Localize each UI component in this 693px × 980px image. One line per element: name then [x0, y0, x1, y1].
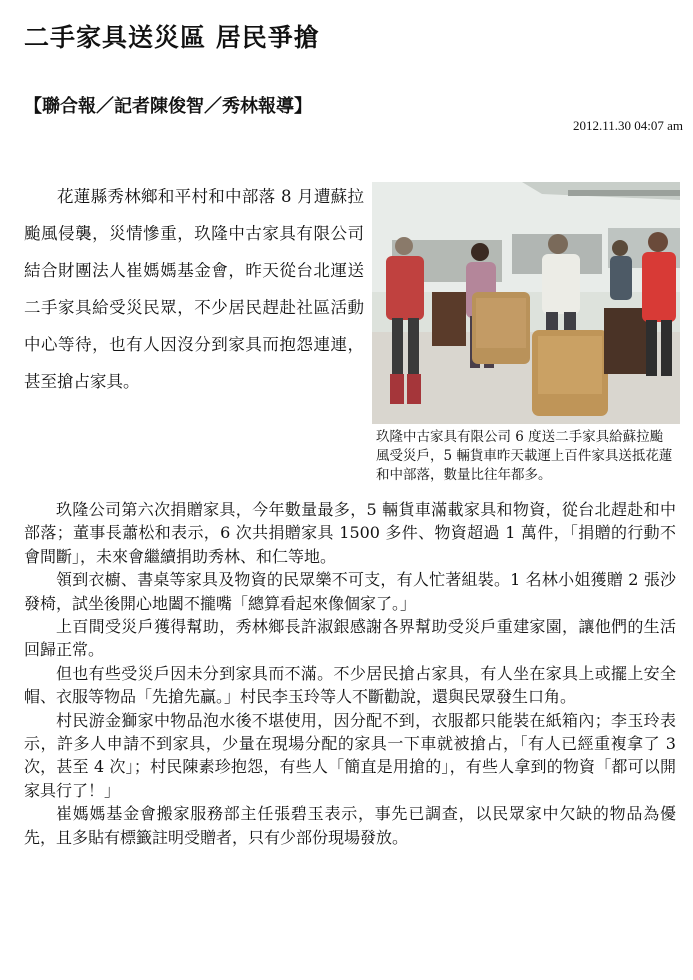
body-paragraph: 領到衣櫥、書桌等家具及物資的民眾樂不可支，有人忙著組裝。1 名林小姐獲贈 2 張沙發椅，試坐後開心地闔不攏嘴「總算看起來像個家了。」 [24, 570, 676, 613]
headline: 二手家具送災區 居民爭搶 [24, 23, 320, 52]
photo-caption: 玖隆中古家具有限公司 6 度送二手家具給蘇拉颱風受災戶，5 輛貨車昨天載運上百件家具送抵花蓮和中部落，數量比往年都多。 [376, 429, 673, 483]
news-photo [372, 182, 680, 424]
article-body [24, 498, 676, 849]
body-paragraph: 崔媽媽基金會搬家服務部主任張碧玉表示，事先已調查，以民眾家中欠缺的物品為優先，且多貼有標籤註明受贈者，只有少部份現場發放。 [24, 804, 676, 847]
body-paragraph: 玖隆公司第六次捐贈家具，今年數量最多，5 輛貨車滿載家具和物資，從台北趕赴和中部落；董事長蕭松和表示，6 次共捐贈家具 1500 多件、物資超過 1 萬件，「捐贈的行動不會間斷」，未來會繼續捐助秀林、和仁等地。 [24, 500, 676, 566]
body-paragraph: 上百間受災戶獲得幫助，秀林鄉長許淑銀感謝各界幫助受災戶重建家園，讓他們的生活回歸正常。 [24, 617, 676, 660]
body-paragraph: 但也有些受災戶因未分到家具而不滿。不少居民搶占家具，有人坐在家具上或擺上安全帽、衣服等物品「先搶先贏。」村民李玉玲等人不斷勸說，還與民眾發生口角。 [24, 663, 676, 707]
body-paragraph: 村民游金獅家中物品泡水後不堪使用，因分配不到，衣服都只能裝在紙箱內；李玉玲表示，許多人申請不到家具，少量在現場分配的家具一下車就被搶占，「有人已經重複拿了 3 次，甚至 4 次」；村民陳素珍抱怨，有些人「簡直是用搶的」，有些人拿到的物資「都可以開家具行了！」 [24, 710, 676, 800]
timestamp: 2012.11.30 04:07 am [572, 118, 683, 133]
lead-paragraph: 花蓮縣秀林鄉和平村和中部落 8 月遭蘇拉颱風侵襲，災情慘重，玖隆中古家具有限公司結合財團法人崔媽媽基金會，昨天從台北運送二手家具給受災民眾，不少居民趕赴社區活動中心等待，也有人因沒分到家具而抱怨連連，甚至搶占家具。 [24, 187, 364, 391]
byline: 【聯合報／記者陳俊智／秀林報導】 [24, 96, 312, 117]
